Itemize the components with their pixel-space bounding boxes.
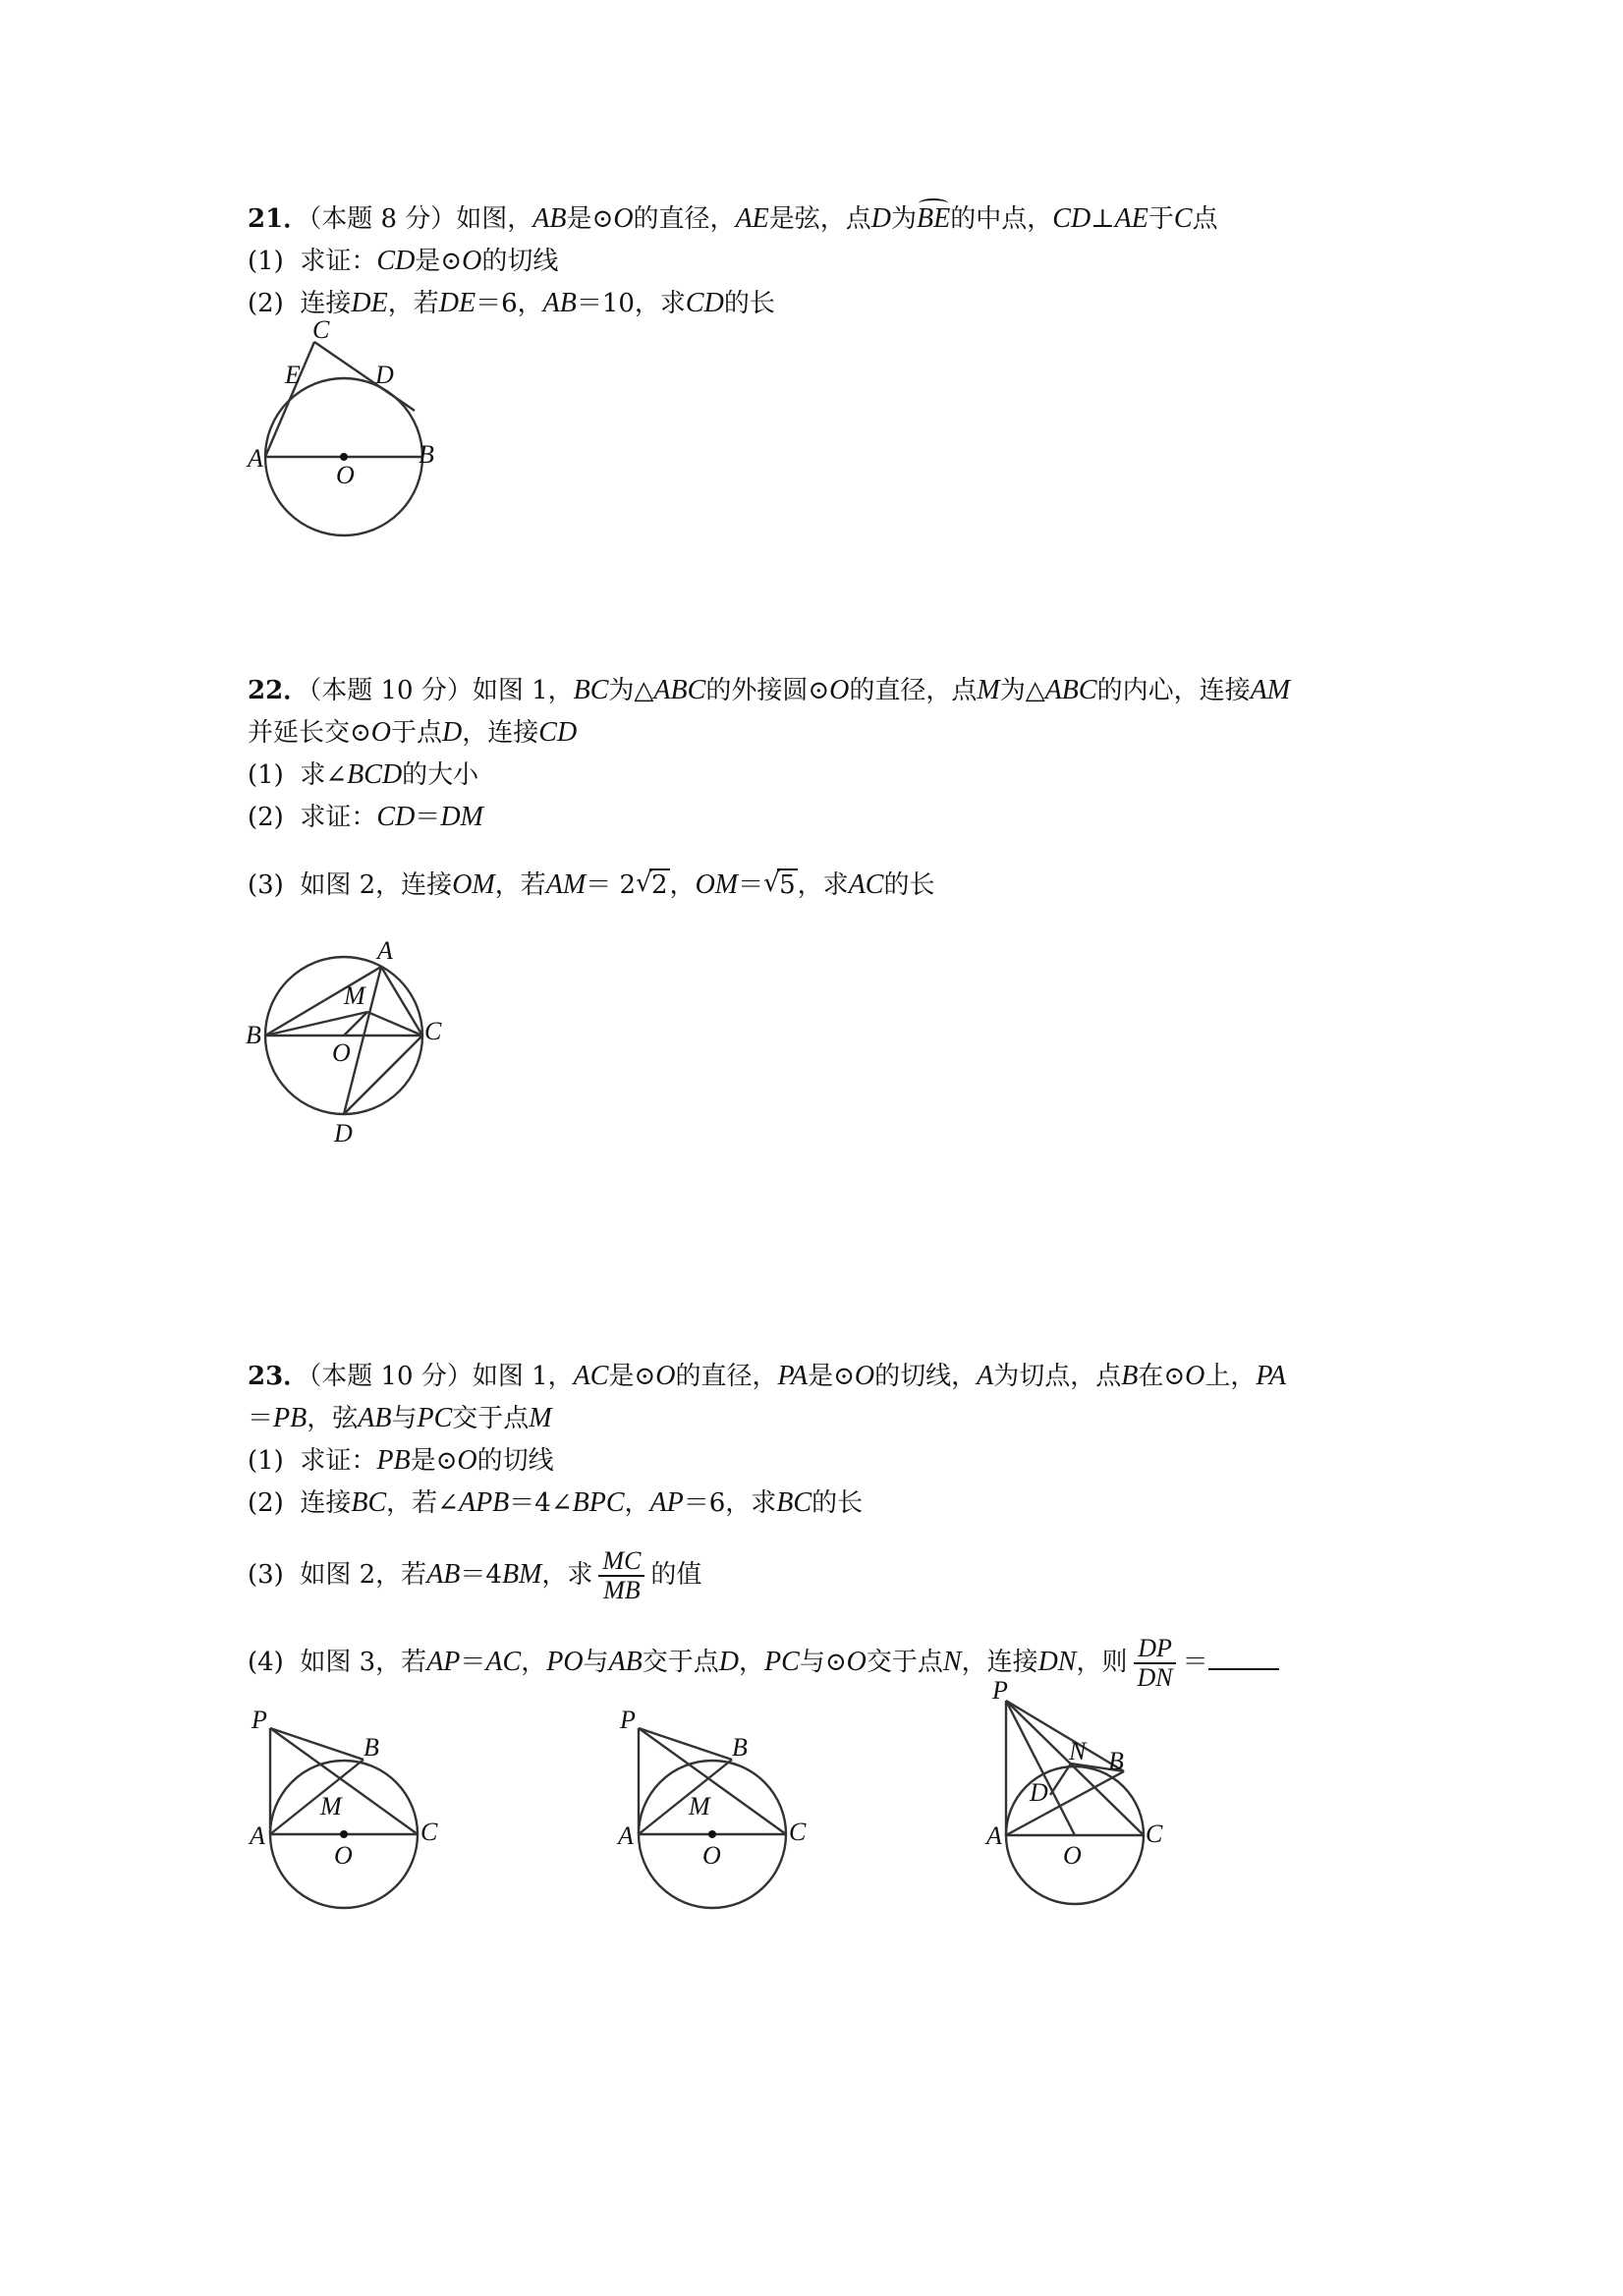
q22-label-a: A xyxy=(377,936,393,965)
q23f3-label-p: P xyxy=(992,1676,1008,1705)
q21-center-dot xyxy=(340,453,348,461)
q22-line-bm xyxy=(265,1012,367,1036)
q21-label-a: A xyxy=(248,444,263,473)
q23f3-label-d: D xyxy=(1030,1778,1048,1807)
q21-part2: (2) 连接DE，若DE＝6，AB＝10，求CD的长 xyxy=(248,288,775,318)
q22-stem-line1: 22．（本题 10 分）如图 1，BC为△ABC的外接圆⊙O的直径，点M为△ABC的内心，连接AM xyxy=(248,675,1291,705)
q22-label-m: M xyxy=(344,981,365,1010)
q22-part3: (3) 如图 2，连接OM，若AM＝ 2 √ 2，OM＝ √ 5，求AC的长 xyxy=(248,868,935,900)
q23f3-chord-ab xyxy=(1006,1771,1124,1835)
q21-label-o: O xyxy=(336,461,355,489)
q21-chord-ae xyxy=(265,342,314,457)
q23f1-label-a: A xyxy=(250,1821,265,1850)
q23-part2: (2) 连接BC，若∠APB＝4∠BPC，AP＝6，求BC的长 xyxy=(248,1487,864,1518)
q23f2-tangent-pb xyxy=(639,1728,732,1760)
q21-label-e: E xyxy=(285,361,301,389)
q23-part1: (1) 求证：PB是⊙O的切线 xyxy=(248,1445,554,1476)
sqrt-5: √ 5 xyxy=(763,868,796,900)
q23f1-tangent-pb xyxy=(270,1728,364,1760)
q23f3-label-a: A xyxy=(986,1821,1002,1850)
q22-figure xyxy=(236,933,462,1149)
q21-tangent-cd xyxy=(314,342,415,411)
q23f2-label-a: A xyxy=(618,1821,634,1850)
q23f3-label-n: N xyxy=(1069,1737,1087,1765)
q23f1-chord-ab xyxy=(270,1760,364,1834)
q21-label-d: D xyxy=(375,361,394,389)
q21-number: 21 xyxy=(248,204,284,234)
q22-part2: (2) 求证：CD＝DM xyxy=(248,802,483,832)
q21-part1: (1) 求证：CD是⊙O的切线 xyxy=(248,246,559,276)
q23f1-label-b: B xyxy=(364,1733,379,1762)
q22-number: 22 xyxy=(248,676,284,705)
q23f2-label-b: B xyxy=(732,1733,748,1762)
q23f1-label-o: O xyxy=(334,1841,353,1870)
q23-stem-line1: 23．（本题 10 分）如图 1，AC是⊙O的直径，PA是⊙O的切线，A为切点，点B在⊙O上，PA xyxy=(248,1361,1287,1391)
fraction-dp-dn: $\frac{DP}{DN}$ xyxy=(1134,1635,1177,1692)
q21-figure xyxy=(236,315,434,540)
q23f3-label-b: B xyxy=(1108,1747,1124,1775)
q21-label-c: C xyxy=(312,315,330,344)
q23f2-chord-ab xyxy=(639,1760,732,1834)
q23f3-label-c: C xyxy=(1146,1820,1163,1848)
q23f1-label-m: M xyxy=(320,1792,342,1820)
q23f2-label-p: P xyxy=(620,1706,636,1734)
q23-part3: (3) 如图 2，若AB＝4BM，求 $\frac{MC}{MB}$ 的值 xyxy=(248,1546,702,1604)
sqrt-2: √ 2 xyxy=(636,868,668,900)
q21-label-b: B xyxy=(419,440,434,469)
q21-stem: 21．（本题 8 分）如图，AB是⊙O的直径，AE是弦，点D为BE的中点，CD⊥AE于C点 xyxy=(248,203,1218,234)
q23f1-label-c: C xyxy=(420,1818,438,1846)
answer-blank[interactable] xyxy=(1208,1645,1279,1670)
q23f3-label-o: O xyxy=(1063,1841,1082,1870)
q23-figure-3 xyxy=(973,1675,1228,1921)
q22-label-b: B xyxy=(246,1021,261,1049)
q23-figure-1 xyxy=(236,1705,491,1921)
q23f1-label-p: P xyxy=(252,1706,267,1734)
q23f2-label-o: O xyxy=(702,1841,721,1870)
arc-be: BE xyxy=(917,203,951,234)
q23-figure-2 xyxy=(604,1705,860,1921)
q23-part4: (4) 如图 3，若AP＝AC，PO与AB交于点D，PC与⊙O交于点N，连接DN，则 $\frac{DP}{DN}$ ＝ xyxy=(248,1635,1279,1692)
fraction-mc-mb: $\frac{MC}{MB}$ xyxy=(598,1547,644,1604)
q23-number: 23 xyxy=(248,1362,284,1391)
q22-side-ac xyxy=(381,967,422,1036)
q22-label-o: O xyxy=(332,1038,351,1067)
q22-stem-line2: 并延长交⊙O于点D，连接CD xyxy=(248,717,578,748)
q23f2-center-dot xyxy=(708,1830,716,1838)
q22-label-d: D xyxy=(334,1119,353,1148)
q23f2-label-m: M xyxy=(689,1792,710,1820)
q22-label-c: C xyxy=(424,1017,442,1045)
q23f1-center-dot xyxy=(340,1830,348,1838)
q22-part1: (1) 求∠BCD的大小 xyxy=(248,759,479,790)
q23f2-label-c: C xyxy=(789,1818,807,1846)
q23-stem-line2: ＝PB，弦AB与PC交于点M xyxy=(248,1403,552,1433)
